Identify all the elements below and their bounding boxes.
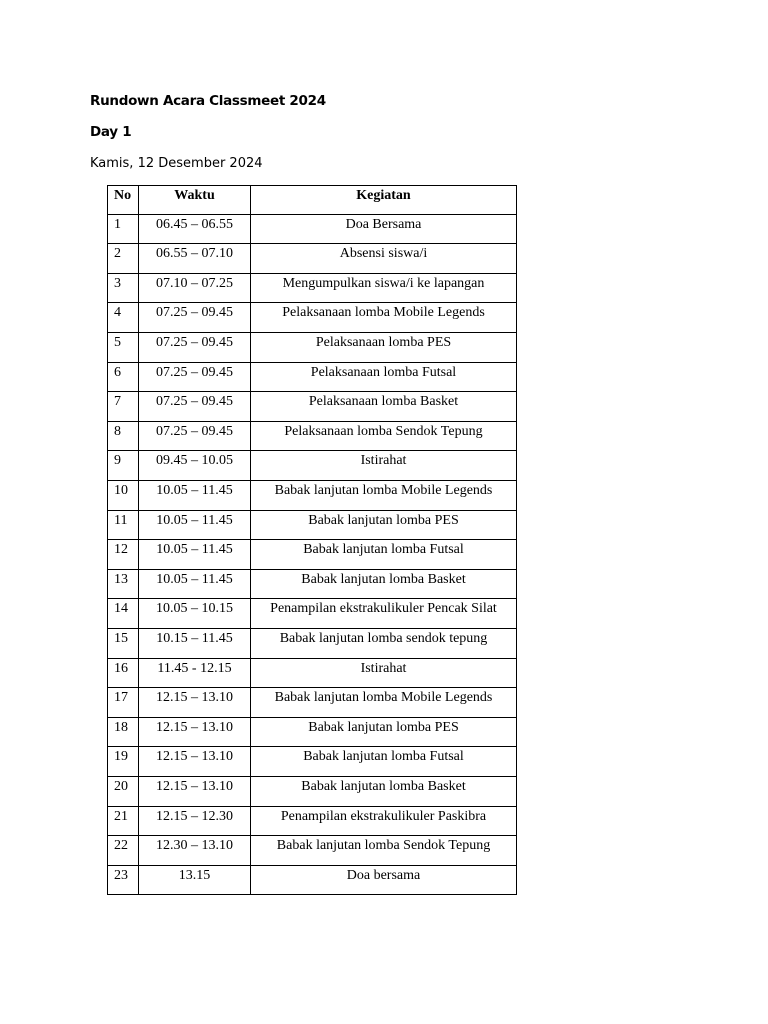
cell-no: 13 [108,569,139,599]
cell-kegiatan: Babak lanjutan lomba Mobile Legends [251,481,517,511]
cell-no: 1 [108,214,139,244]
cell-no: 4 [108,303,139,333]
cell-no: 8 [108,421,139,451]
table-row [108,421,517,451]
cell-waktu: 06.45 – 06.55 [139,214,251,244]
table-row [108,806,517,836]
cell-no: 12 [108,540,139,570]
cell-no: 22 [108,836,139,866]
table-row [108,333,517,363]
table-row [108,392,517,422]
cell-kegiatan: Babak lanjutan lomba Sendok Tepung [251,836,517,866]
cell-kegiatan: Mengumpulkan siswa/i ke lapangan [251,273,517,303]
cell-waktu: 13.15 [139,865,251,895]
day-heading: Day 1 [90,124,132,140]
cell-waktu: 07.10 – 07.25 [139,273,251,303]
table-row [108,451,517,481]
table-row [108,273,517,303]
table-row [108,747,517,777]
cell-kegiatan: Penampilan ekstrakulikuler Paskibra [251,806,517,836]
table-row [108,865,517,895]
rundown-table [107,185,517,895]
cell-no: 10 [108,481,139,511]
cell-waktu: 12.15 – 13.10 [139,747,251,777]
cell-kegiatan: Babak lanjutan lomba sendok tepung [251,629,517,659]
cell-no: 9 [108,451,139,481]
cell-kegiatan: Penampilan ekstrakulikuler Pencak Silat [251,599,517,629]
table-row [108,244,517,274]
header-waktu: Waktu [139,186,251,215]
cell-no: 2 [108,244,139,274]
cell-waktu: 10.05 – 10.15 [139,599,251,629]
cell-kegiatan: Babak lanjutan lomba PES [251,510,517,540]
cell-no: 19 [108,747,139,777]
cell-kegiatan: Istirahat [251,658,517,688]
table-row [108,214,517,244]
cell-kegiatan: Babak lanjutan lomba Futsal [251,540,517,570]
cell-kegiatan: Istirahat [251,451,517,481]
cell-waktu: 12.15 – 12.30 [139,806,251,836]
table-row [108,362,517,392]
cell-no: 21 [108,806,139,836]
table-body [108,214,517,895]
header-no: No [108,186,139,215]
table-row [108,836,517,866]
cell-no: 17 [108,688,139,718]
cell-waktu: 07.25 – 09.45 [139,392,251,422]
cell-kegiatan: Babak lanjutan lomba Mobile Legends [251,688,517,718]
cell-kegiatan: Pelaksanaan lomba Mobile Legends [251,303,517,333]
cell-no: 3 [108,273,139,303]
cell-no: 20 [108,776,139,806]
cell-no: 23 [108,865,139,895]
table-row [108,688,517,718]
document-title: Rundown Acara Classmeet 2024 [90,93,326,109]
cell-no: 16 [108,658,139,688]
cell-waktu: 12.15 – 13.10 [139,688,251,718]
cell-waktu: 07.25 – 09.45 [139,421,251,451]
cell-waktu: 10.05 – 11.45 [139,510,251,540]
cell-waktu: 10.15 – 11.45 [139,629,251,659]
cell-kegiatan: Doa bersama [251,865,517,895]
cell-kegiatan: Absensi siswa/i [251,244,517,274]
table-row [108,717,517,747]
cell-no: 11 [108,510,139,540]
date-line: Kamis, 12 Desember 2024 [90,156,263,171]
table-header-row [108,186,517,215]
cell-kegiatan: Pelaksanaan lomba Sendok Tepung [251,421,517,451]
cell-waktu: 12.15 – 13.10 [139,717,251,747]
cell-waktu: 10.05 – 11.45 [139,540,251,570]
cell-kegiatan: Pelaksanaan lomba PES [251,333,517,363]
cell-waktu: 09.45 – 10.05 [139,451,251,481]
cell-waktu: 07.25 – 09.45 [139,362,251,392]
cell-kegiatan: Babak lanjutan lomba Futsal [251,747,517,777]
cell-kegiatan: Doa Bersama [251,214,517,244]
table-row [108,776,517,806]
table-row [108,540,517,570]
table-row [108,658,517,688]
cell-waktu: 11.45 - 12.15 [139,658,251,688]
cell-no: 7 [108,392,139,422]
cell-waktu: 07.25 – 09.45 [139,333,251,363]
table-row [108,481,517,511]
cell-waktu: 06.55 – 07.10 [139,244,251,274]
cell-no: 5 [108,333,139,363]
header-kegiatan: Kegiatan [251,186,517,215]
table-row [108,629,517,659]
cell-waktu: 12.30 – 13.10 [139,836,251,866]
cell-waktu: 10.05 – 11.45 [139,569,251,599]
cell-waktu: 12.15 – 13.10 [139,776,251,806]
table-row [108,303,517,333]
table-row [108,569,517,599]
cell-no: 6 [108,362,139,392]
cell-kegiatan: Babak lanjutan lomba PES [251,717,517,747]
cell-waktu: 10.05 – 11.45 [139,481,251,511]
cell-no: 14 [108,599,139,629]
cell-waktu: 07.25 – 09.45 [139,303,251,333]
cell-kegiatan: Babak lanjutan lomba Basket [251,569,517,599]
table-row [108,510,517,540]
cell-kegiatan: Pelaksanaan lomba Futsal [251,362,517,392]
cell-no: 15 [108,629,139,659]
cell-kegiatan: Pelaksanaan lomba Basket [251,392,517,422]
cell-kegiatan: Babak lanjutan lomba Basket [251,776,517,806]
cell-no: 18 [108,717,139,747]
table-row [108,599,517,629]
